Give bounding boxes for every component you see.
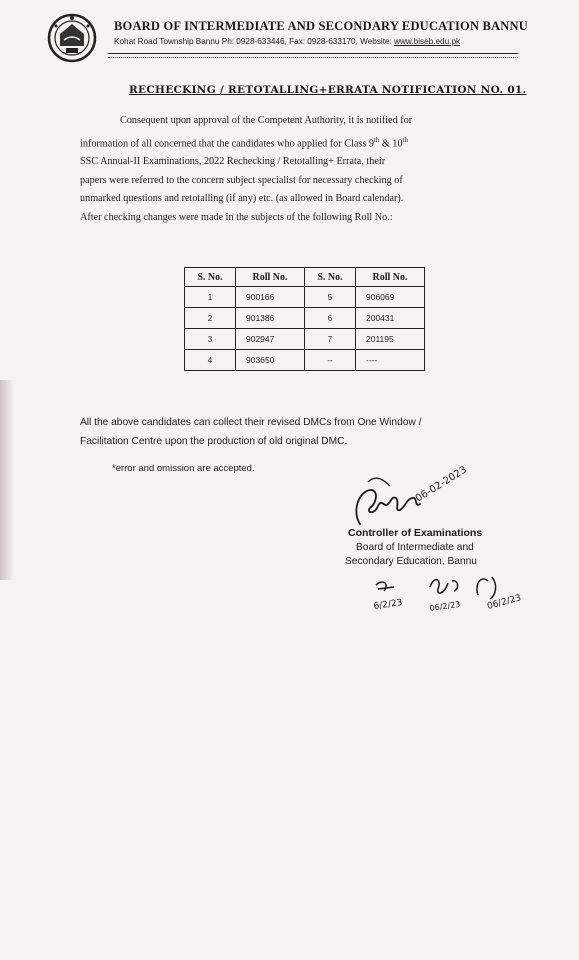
svg-text:06/2/23: 06/2/23: [486, 593, 523, 612]
table-cell: 1: [185, 287, 236, 308]
col-header-sno-1: S. No.: [185, 268, 236, 287]
table-cell: 902947: [236, 329, 305, 350]
col-header-roll-1: Roll No.: [236, 268, 305, 287]
table-cell: 201195: [356, 329, 425, 350]
svg-text:06-02-2023: 06-02-2023: [413, 464, 469, 505]
board-name: BOARD OF INTERMEDIATE AND SECONDARY EDUCATION BANNU: [114, 19, 528, 33]
table-cell: 900166: [236, 287, 305, 308]
col-header-sno-2: S. No.: [305, 268, 356, 287]
table-cell: 4: [185, 350, 236, 371]
website-link[interactable]: www.biseb.edu.pk: [394, 37, 461, 46]
closing-paragraph: [80, 414, 530, 451]
body-line-1: Consequent upon approval of the Competent Authority, it is notified for: [120, 115, 413, 126]
table-cell: 903650: [236, 350, 305, 371]
body-line-2a: information of all concerned that the candidates who applied for Class 9: [80, 137, 374, 149]
table-row: [185, 350, 425, 371]
notification-body: [80, 112, 520, 227]
errata-note: *error and omission are accepted.: [112, 463, 255, 474]
header-rule: [108, 53, 518, 54]
controller-board-line-2: Secondary Education, Bannu: [345, 556, 477, 567]
closing-line-2: Facilitation Centre upon the production of old original DMC.: [80, 435, 348, 447]
notification-title: RECHECKING / RETOTALLING+ERRATA NOTIFICATION NO. 01.: [129, 84, 527, 96]
table-cell: 7: [305, 329, 356, 350]
handwritten-signature: [348, 462, 488, 532]
superscript-10th: th: [402, 135, 409, 144]
body-line-4: papers were referred to the concern subject specialist for necessary checking of: [80, 174, 403, 186]
table-cell: 6: [305, 308, 356, 329]
roll-number-table: [184, 267, 425, 371]
table-cell: 3: [185, 329, 236, 350]
body-line-2b: & 10: [379, 137, 403, 149]
body-line-2: [80, 131, 520, 154]
table-row: [185, 287, 425, 308]
scan-edge-shadow: [0, 380, 14, 580]
table-cell: 5: [305, 287, 356, 308]
board-contact-line: [114, 37, 460, 46]
header-dotted-rule: [108, 57, 518, 58]
table-cell: ----: [356, 350, 425, 371]
table-header-row: [185, 268, 425, 287]
body-line-6: After checking changes were made in the subjects of the following Roll No.:: [80, 211, 393, 223]
table-cell: 2: [185, 308, 236, 329]
table-cell: --: [305, 350, 356, 371]
board-seal-logo: [46, 12, 98, 64]
handwritten-initials: [370, 565, 560, 620]
body-line-5: unmarked questions and retotalling (if any) etc. (as allowed in Board calendar).: [80, 193, 404, 205]
body-line-3: SSC Annual-II Examinations, 2022 Rechecking / Retotalling+ Errata, their: [80, 156, 386, 168]
svg-text:6/2/23: 6/2/23: [373, 598, 404, 612]
table-cell: 901386: [236, 308, 305, 329]
svg-text:06/2/23: 06/2/23: [429, 599, 461, 613]
table-row: [185, 308, 425, 329]
controller-board-line-1: Board of Intermediate and: [356, 542, 474, 553]
superscript-9th: th: [373, 135, 380, 144]
contact-text: Kohat Road Township Bannu Ph: 0928-633446, Fax: 0928-633170, Website:: [114, 37, 395, 46]
closing-line-1: All the above candidates can collect their revised DMCs from One Window /: [80, 417, 422, 428]
controller-title: Controller of Examinations: [348, 527, 483, 539]
table-cell: 906069: [356, 287, 425, 308]
col-header-roll-2: Roll No.: [356, 268, 425, 287]
table-row: [185, 329, 425, 350]
table-cell: 200431: [356, 308, 425, 329]
